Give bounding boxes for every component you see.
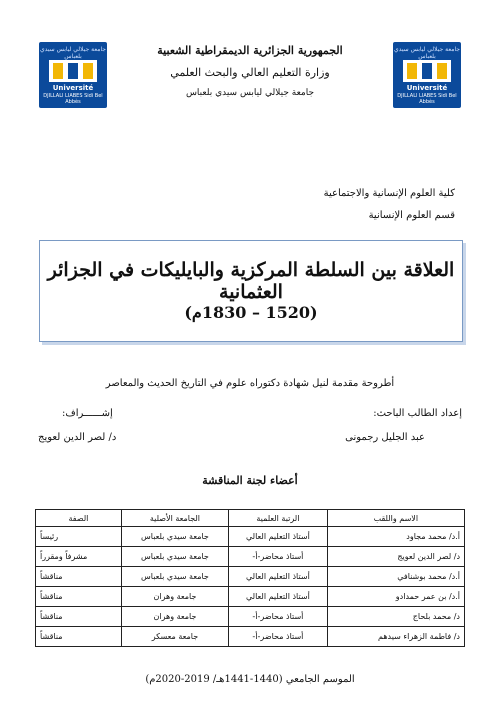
faculty-name: كلية العلوم الإنسانية والاجتماعية — [323, 188, 455, 199]
table-row — [36, 587, 465, 607]
university-logo-left — [39, 42, 107, 108]
table-header-row — [36, 510, 465, 527]
logo-top-text: جامعة جيلالي ليابس سيدي بلعباس — [40, 46, 106, 60]
member-university: جامعة سيدي بلعباس — [121, 527, 228, 547]
member-role: مناقشاً — [36, 587, 122, 607]
member-name: أ.د/ محمد مجاود — [327, 527, 464, 547]
column-header-university: الجامعة الأصلية — [121, 510, 228, 527]
student-name: عبد الجليل رجمونى — [345, 432, 425, 443]
member-rank: أستاذ محاضر-أ- — [229, 607, 328, 627]
member-university: جامعة سيدي بلعباس — [121, 567, 228, 587]
member-role: مناقشاً — [36, 567, 122, 587]
table-row — [36, 627, 465, 647]
member-name: أ.د/ محمد بوشنافي — [327, 567, 464, 587]
member-name: أ.د/ بن عمر حمدادو — [327, 587, 464, 607]
member-university: جامعة وهران — [121, 607, 228, 627]
member-role: مشرفاً ومقرراً — [36, 547, 122, 567]
table-row — [36, 527, 465, 547]
member-rank: أستاذ التعليم العالي — [229, 587, 328, 607]
logo-subtitle: DJILLALI LIABES Sidi Bel Abbès — [43, 93, 103, 105]
member-university: جامعة معسكر — [121, 627, 228, 647]
committee-table — [35, 509, 465, 647]
table-row — [36, 547, 465, 567]
logo-subtitle: DJILLALI LIABES Sidi Bel Abbès — [397, 93, 457, 105]
academic-year: الموسم الجامعي (1440-1441هـ/ 2019-2020م) — [145, 674, 355, 685]
supervision-label: إشــــــراف: — [62, 408, 113, 419]
table-row — [36, 607, 465, 627]
member-rank: أستاذ التعليم العالي — [229, 527, 328, 547]
column-header-rank: الرتبة العلمية — [229, 510, 328, 527]
thesis-period: (1520 – 1830م) — [184, 303, 318, 322]
thesis-title-box — [39, 240, 463, 342]
supervisor-name: د/ لصر الدين لعويج — [38, 432, 117, 443]
table-row — [36, 567, 465, 587]
member-role: رئيساً — [36, 527, 122, 547]
column-header-name: الاسم واللقب — [327, 510, 464, 527]
member-role: مناقشاً — [36, 607, 122, 627]
member-name: د/ فاطمة الزهراء سيدهم — [327, 627, 464, 647]
thesis-description: أطروحة مقدمة لنيل شهادة دكتوراه علوم في التاريخ الحديث والمعاصر — [105, 378, 395, 389]
logo-mark — [403, 60, 451, 82]
university-line: جامعة جيلالي ليابس سيدي بلعباس — [185, 88, 315, 98]
prepared-by-label: إعداد الطالب الباحث: — [373, 408, 462, 419]
logo-university-text: Université — [52, 84, 94, 92]
logo-university-text: Université — [406, 84, 448, 92]
member-name: د/ لصر الدين لعويج — [327, 547, 464, 567]
column-header-role: الصفة — [36, 510, 122, 527]
member-role: مناقشاً — [36, 627, 122, 647]
logo-mark — [49, 60, 97, 82]
republic-line: الجمهورية الجزائرية الديمقراطية الشعبية — [157, 44, 343, 57]
thesis-title: العلاقة بين السلطة المركزية والبايليكات في الجزائر العثمانية — [47, 259, 455, 303]
logo-top-text: جامعة جيلالي ليابس سيدي بلعباس — [394, 46, 460, 60]
member-name: د/ محمد بلحاج — [327, 607, 464, 627]
member-rank: أستاذ محاضر-أ- — [229, 627, 328, 647]
committee-title: أعضاء لجنة المناقشة — [202, 474, 298, 487]
member-rank: أستاذ محاضر-أ- — [229, 547, 328, 567]
department-name: قسم العلوم الإنسانية — [368, 210, 455, 221]
university-logo-right — [393, 42, 461, 108]
member-rank: أستاذ التعليم العالي — [229, 567, 328, 587]
ministry-line: وزارة التعليم العالي والبحث العلمي — [170, 66, 330, 79]
member-university: جامعة سيدي بلعباس — [121, 547, 228, 567]
member-university: جامعة وهران — [121, 587, 228, 607]
